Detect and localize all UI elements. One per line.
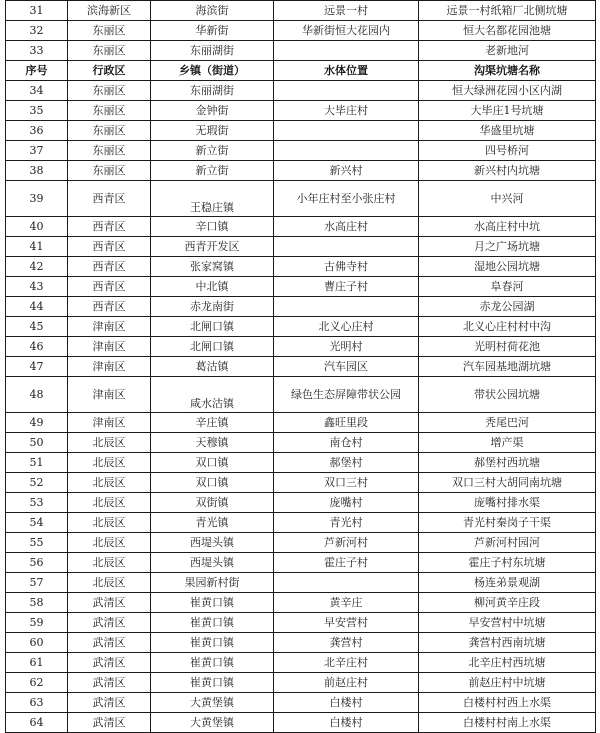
header-cell: 乡镇（街道）: [151, 61, 274, 81]
table-row: [6, 377, 596, 413]
ditch-name-cell: 恒大绿洲花园小区内湖: [419, 81, 596, 101]
location-cell: 龚营村: [274, 633, 419, 653]
location-cell: 华新街恒大花园内: [274, 21, 419, 41]
town-cell: 辛庄镇: [151, 413, 274, 433]
table-row: [6, 413, 596, 433]
town-cell: 西青开发区: [151, 237, 274, 257]
location-cell: 古佛寺村: [274, 257, 419, 277]
ditch-name-cell: 双口三村大胡同南坑塘: [419, 473, 596, 493]
ditch-name-cell: 赤龙公园湖: [419, 297, 596, 317]
ditch-name-cell: 杨连弟景观湖: [419, 573, 596, 593]
table-row: [6, 217, 596, 237]
table-row: [6, 337, 596, 357]
ditch-name-cell: 早安营村中坑塘: [419, 613, 596, 633]
town-cell: 西堤头镇: [151, 553, 274, 573]
header-cell: 行政区: [68, 61, 151, 81]
ditch-name-cell: 华盛里坑塘: [419, 121, 596, 141]
location-cell: [274, 141, 419, 161]
document-table-container: [5, 0, 596, 733]
row-number-cell: 31: [6, 1, 68, 21]
town-cell: 辛口镇: [151, 217, 274, 237]
district-cell: 武清区: [68, 633, 151, 653]
location-cell: 汽车园区: [274, 357, 419, 377]
district-cell: 武清区: [68, 693, 151, 713]
town-cell: 双口镇: [151, 473, 274, 493]
table-row: [6, 613, 596, 633]
ditch-name-cell: 大毕庄1号坑塘: [419, 101, 596, 121]
location-cell: [274, 41, 419, 61]
ditch-name-cell: 白楼村村西上水渠: [419, 693, 596, 713]
row-number-cell: 51: [6, 453, 68, 473]
table-row: [6, 237, 596, 257]
district-cell: 北辰区: [68, 513, 151, 533]
ditch-name-cell: 湿地公园坑塘: [419, 257, 596, 277]
town-cell: 海滨街: [151, 1, 274, 21]
location-cell: 早安营村: [274, 613, 419, 633]
district-cell: 北辰区: [68, 573, 151, 593]
location-cell: 庞嘴村: [274, 493, 419, 513]
location-cell: 白楼村: [274, 693, 419, 713]
district-cell: 北辰区: [68, 493, 151, 513]
header-cell: 水体位置: [274, 61, 419, 81]
location-cell: 南仓村: [274, 433, 419, 453]
table-row: [6, 633, 596, 653]
town-cell: 双街镇: [151, 493, 274, 513]
ditch-name-cell: 中兴河: [419, 181, 596, 217]
row-number-cell: 41: [6, 237, 68, 257]
district-cell: 武清区: [68, 713, 151, 733]
location-cell: 鑫旺里段: [274, 413, 419, 433]
table-row: [6, 693, 596, 713]
district-cell: 北辰区: [68, 533, 151, 553]
row-number-cell: 43: [6, 277, 68, 297]
district-cell: 武清区: [68, 653, 151, 673]
town-cell: 果园新村街: [151, 573, 274, 593]
district-cell: 东丽区: [68, 81, 151, 101]
row-number-cell: 34: [6, 81, 68, 101]
district-cell: 东丽区: [68, 41, 151, 61]
location-cell: 北辛庄村: [274, 653, 419, 673]
ditch-name-cell: 庞嘴村排水渠: [419, 493, 596, 513]
district-cell: 北辰区: [68, 553, 151, 573]
town-cell: 大黄堡镇: [151, 693, 274, 713]
header-cell: 沟渠坑塘名称: [419, 61, 596, 81]
district-cell: 东丽区: [68, 161, 151, 181]
location-cell: [274, 573, 419, 593]
town-cell: 北闸口镇: [151, 317, 274, 337]
ditch-pond-table: [5, 0, 596, 733]
row-number-cell: 39: [6, 181, 68, 217]
town-cell: 东丽湖街: [151, 41, 274, 61]
row-number-cell: 62: [6, 673, 68, 693]
table-row: [6, 101, 596, 121]
row-number-cell: 64: [6, 713, 68, 733]
town-cell: 崔黄口镇: [151, 673, 274, 693]
table-row: [6, 297, 596, 317]
ditch-name-cell: 前赵庄村中坑塘: [419, 673, 596, 693]
town-cell: 崔黄口镇: [151, 653, 274, 673]
ditch-name-cell: 汽车园基地湖坑塘: [419, 357, 596, 377]
table-row: [6, 433, 596, 453]
row-number-cell: 36: [6, 121, 68, 141]
row-number-cell: 40: [6, 217, 68, 237]
location-cell: 光明村: [274, 337, 419, 357]
row-number-cell: 53: [6, 493, 68, 513]
ditch-name-cell: 远景一村纸箱厂北侧坑塘: [419, 1, 596, 21]
ditch-name-cell: 北辛庄村西坑塘: [419, 653, 596, 673]
ditch-name-cell: 月之广场坑塘: [419, 237, 596, 257]
row-number-cell: 33: [6, 41, 68, 61]
row-number-cell: 49: [6, 413, 68, 433]
district-cell: 北辰区: [68, 433, 151, 453]
ditch-name-cell: 柳河黄辛庄段: [419, 593, 596, 613]
table-row: [6, 513, 596, 533]
location-cell: 郝堡村: [274, 453, 419, 473]
town-cell: 东丽湖街: [151, 81, 274, 101]
district-cell: 津南区: [68, 317, 151, 337]
table-header-row: [6, 61, 596, 81]
ditch-name-cell: 阜春河: [419, 277, 596, 297]
district-cell: 东丽区: [68, 21, 151, 41]
row-number-cell: 48: [6, 377, 68, 413]
town-cell: 葛沽镇: [151, 357, 274, 377]
town-cell: 崔黄口镇: [151, 633, 274, 653]
row-number-cell: 54: [6, 513, 68, 533]
district-cell: 西青区: [68, 237, 151, 257]
table-row: [6, 21, 596, 41]
table-row: [6, 257, 596, 277]
district-cell: 东丽区: [68, 121, 151, 141]
table-row: [6, 41, 596, 61]
table-row: [6, 453, 596, 473]
table-row: [6, 653, 596, 673]
district-cell: 武清区: [68, 673, 151, 693]
town-cell: 双口镇: [151, 453, 274, 473]
ditch-name-cell: 白楼村村南上水渠: [419, 713, 596, 733]
ditch-name-cell: 郝堡村西坑塘: [419, 453, 596, 473]
town-cell: 大黄堡镇: [151, 713, 274, 733]
district-cell: 武清区: [68, 593, 151, 613]
table-row: [6, 1, 596, 21]
town-cell: 青光镇: [151, 513, 274, 533]
row-number-cell: 38: [6, 161, 68, 181]
location-cell: 大毕庄村: [274, 101, 419, 121]
ditch-name-cell: 霍庄子村东坑塘: [419, 553, 596, 573]
row-number-cell: 44: [6, 297, 68, 317]
location-cell: 新兴村: [274, 161, 419, 181]
town-cell: 赤龙南街: [151, 297, 274, 317]
location-cell: 双口三村: [274, 473, 419, 493]
district-cell: 滨海新区: [68, 1, 151, 21]
district-cell: 津南区: [68, 413, 151, 433]
table-row: [6, 493, 596, 513]
ditch-name-cell: 龚营村西南坑塘: [419, 633, 596, 653]
town-cell: 崔黄口镇: [151, 593, 274, 613]
district-cell: 武清区: [68, 613, 151, 633]
district-cell: 东丽区: [68, 141, 151, 161]
town-cell: 新立街: [151, 161, 274, 181]
district-cell: 北辰区: [68, 473, 151, 493]
location-cell: 绿色生态屏障带状公园: [274, 377, 419, 413]
town-cell: 王稳庄镇: [151, 181, 274, 217]
row-number-cell: 61: [6, 653, 68, 673]
location-cell: 曹庄子村: [274, 277, 419, 297]
district-cell: 西青区: [68, 297, 151, 317]
location-cell: 北义心庄村: [274, 317, 419, 337]
row-number-cell: 63: [6, 693, 68, 713]
location-cell: 霍庄子村: [274, 553, 419, 573]
table-row: [6, 473, 596, 493]
location-cell: [274, 81, 419, 101]
ditch-name-cell: 四号桥河: [419, 141, 596, 161]
row-number-cell: 45: [6, 317, 68, 337]
town-cell: 新立街: [151, 141, 274, 161]
district-cell: 西青区: [68, 217, 151, 237]
table-row: [6, 553, 596, 573]
ditch-name-cell: 恒大名都花园池塘: [419, 21, 596, 41]
location-cell: [274, 237, 419, 257]
town-cell: 西堤头镇: [151, 533, 274, 553]
row-number-cell: 57: [6, 573, 68, 593]
table-row: [6, 141, 596, 161]
district-cell: 西青区: [68, 257, 151, 277]
location-cell: 远景一村: [274, 1, 419, 21]
town-cell: 金钟街: [151, 101, 274, 121]
district-cell: 西青区: [68, 181, 151, 217]
ditch-name-cell: 芦新河村园河: [419, 533, 596, 553]
row-number-cell: 42: [6, 257, 68, 277]
table-row: [6, 533, 596, 553]
town-cell: 无瑕街: [151, 121, 274, 141]
row-number-cell: 56: [6, 553, 68, 573]
ditch-name-cell: 老新地河: [419, 41, 596, 61]
header-cell: 序号: [6, 61, 68, 81]
table-row: [6, 357, 596, 377]
location-cell: [274, 297, 419, 317]
location-cell: 芦新河村: [274, 533, 419, 553]
table-row: [6, 673, 596, 693]
location-cell: 小年庄村至小张庄村: [274, 181, 419, 217]
ditch-name-cell: 带状公园坑塘: [419, 377, 596, 413]
district-cell: 西青区: [68, 277, 151, 297]
district-cell: 津南区: [68, 337, 151, 357]
ditch-name-cell: 北义心庄村村中沟: [419, 317, 596, 337]
town-cell: 中北镇: [151, 277, 274, 297]
ditch-name-cell: 水高庄村中坑: [419, 217, 596, 237]
ditch-name-cell: 光明村荷花池: [419, 337, 596, 357]
ditch-name-cell: 增产渠: [419, 433, 596, 453]
table-row: [6, 161, 596, 181]
town-cell: 北闸口镇: [151, 337, 274, 357]
row-number-cell: 58: [6, 593, 68, 613]
row-number-cell: 32: [6, 21, 68, 41]
table-row: [6, 593, 596, 613]
ditch-name-cell: 新兴村内坑塘: [419, 161, 596, 181]
location-cell: 白楼村: [274, 713, 419, 733]
location-cell: [274, 121, 419, 141]
row-number-cell: 55: [6, 533, 68, 553]
row-number-cell: 60: [6, 633, 68, 653]
town-cell: 咸水沽镇: [151, 377, 274, 413]
ditch-name-cell: 青光村秦岗子干渠: [419, 513, 596, 533]
table-body: [6, 1, 596, 733]
location-cell: 水高庄村: [274, 217, 419, 237]
row-number-cell: 47: [6, 357, 68, 377]
district-cell: 北辰区: [68, 453, 151, 473]
row-number-cell: 35: [6, 101, 68, 121]
location-cell: 黄辛庄: [274, 593, 419, 613]
table-row: [6, 573, 596, 593]
location-cell: 青光村: [274, 513, 419, 533]
location-cell: 前赵庄村: [274, 673, 419, 693]
district-cell: 东丽区: [68, 101, 151, 121]
row-number-cell: 50: [6, 433, 68, 453]
town-cell: 张家窝镇: [151, 257, 274, 277]
table-row: [6, 317, 596, 337]
town-cell: 华新街: [151, 21, 274, 41]
table-row: [6, 277, 596, 297]
row-number-cell: 59: [6, 613, 68, 633]
table-row: [6, 121, 596, 141]
table-row: [6, 181, 596, 217]
table-row: [6, 81, 596, 101]
row-number-cell: 37: [6, 141, 68, 161]
row-number-cell: 46: [6, 337, 68, 357]
district-cell: 津南区: [68, 377, 151, 413]
district-cell: 津南区: [68, 357, 151, 377]
ditch-name-cell: 秃尾巴河: [419, 413, 596, 433]
town-cell: 崔黄口镇: [151, 613, 274, 633]
town-cell: 天穆镇: [151, 433, 274, 453]
row-number-cell: 52: [6, 473, 68, 493]
